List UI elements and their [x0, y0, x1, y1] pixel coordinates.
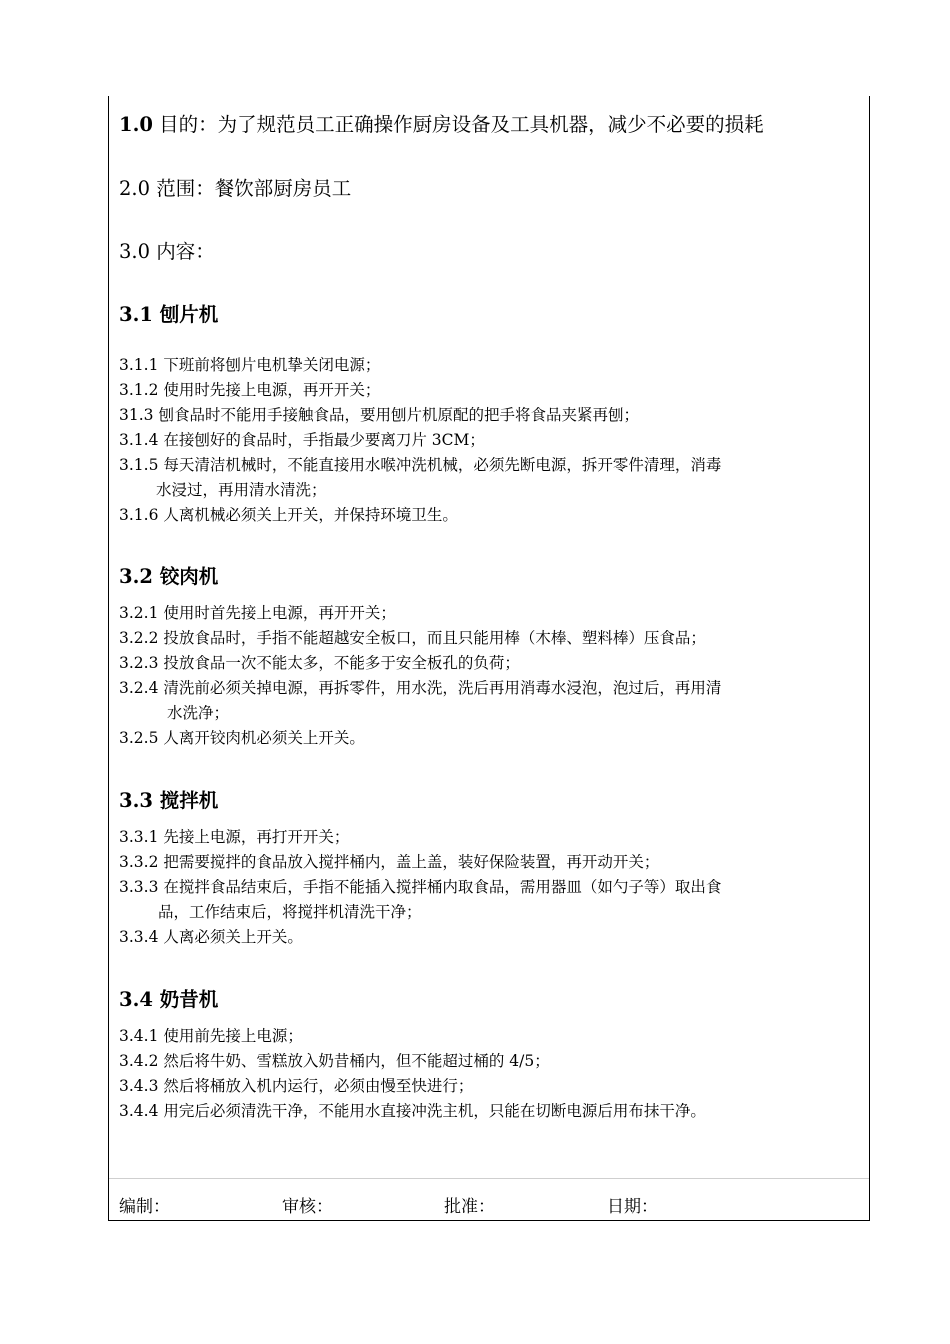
content-line: 3.0 内容： — [119, 240, 215, 263]
list-item-continuation: 水浸过，再用清水清洗； — [156, 481, 327, 499]
list-item: 3.2.1 使用时首先接上电源，再开开关； — [119, 604, 396, 622]
purpose-text: 目的：为了规范员工正确操作厨房设备及工具机器，减少不必要的损耗 — [152, 113, 764, 136]
footer-date-label: 日期： — [607, 1197, 658, 1217]
list-item: 3.4.1 使用前先接上电源； — [119, 1027, 303, 1045]
list-item: 3.1.6 人离机械必须关上开关，并保持环境卫生。 — [119, 506, 458, 524]
list-item: 3.1.5 每天清洁机械时，不能直接用水喉冲洗机械，必须先断电源，拆开零件清理，消毒 — [119, 456, 722, 474]
list-item: 3.4.3 然后将桶放入机内运行，必须由慢至快进行； — [119, 1077, 474, 1095]
list-item-continuation: 水洗净； — [167, 704, 230, 722]
list-item: 3.2.5 人离开铰肉机必须关上开关。 — [119, 729, 365, 747]
list-item: 3.3.2 把需要搅拌的食品放入搅拌桶内，盖上盖，装好保险装置，再开动开关； — [119, 853, 660, 871]
list-item-continuation: 品，工作结束后，将搅拌机清洗干净； — [158, 903, 422, 921]
list-item: 3.3.3 在搅拌食品结束后，手指不能插入搅拌桶内取食品，需用器皿（如勺子等）取出食 — [119, 878, 722, 896]
list-item: 3.1.4 在接刨好的食品时，手指最少要离刀片 3CM； — [119, 431, 485, 449]
section-heading-slicer: 3.1 刨片机 — [119, 303, 219, 326]
list-item: 3.3.1 先接上电源，再打开开关； — [119, 828, 350, 846]
footer-divider — [109, 1178, 869, 1179]
list-item: 3.4.2 然后将牛奶、雪糕放入奶昔桶内，但不能超过桶的 4/5； — [119, 1052, 550, 1070]
purpose-number: 1.0 — [119, 113, 153, 136]
list-item: 3.1.2 使用时先接上电源，再开开关； — [119, 381, 381, 399]
list-item: 3.4.4 用完后必须清洗干净，不能用水直接冲洗主机，只能在切断电源后用布抹干净。 — [119, 1102, 706, 1120]
section-heading-mincer: 3.2 铰肉机 — [119, 565, 219, 588]
list-item: 3.2.2 投放食品时，手指不能超越安全板口，而且只能用棒（木棒、塑料棒）压食品； — [119, 629, 706, 647]
list-item: 3.2.4 清洗前必须关掉电源，再拆零件，用水洗，洗后再用消毒水浸泡，泡过后，再用清 — [119, 679, 722, 697]
list-item: 3.1.1 下班前将刨片电机挚关闭电源； — [119, 356, 381, 374]
list-item: 31.3 刨食品时不能用手接触食品，要用刨片机原配的把手将食品夹紧再刨； — [119, 406, 639, 424]
footer-reviewed-label: 审核： — [282, 1197, 333, 1217]
list-item: 3.3.4 人离必须关上开关。 — [119, 928, 303, 946]
document-frame — [108, 96, 870, 1221]
section-heading-milkshake: 3.4 奶昔机 — [119, 988, 219, 1011]
purpose-line — [119, 115, 764, 135]
footer-approved-label: 批准： — [444, 1197, 495, 1217]
footer-compiled-label: 编制： — [119, 1197, 170, 1217]
list-item: 3.2.3 投放食品一次不能太多，不能多于安全板孔的负荷； — [119, 654, 520, 672]
scope-line: 2.0 范围：餐饮部厨房员工 — [119, 177, 352, 200]
section-heading-mixer: 3.3 搅拌机 — [119, 789, 219, 812]
